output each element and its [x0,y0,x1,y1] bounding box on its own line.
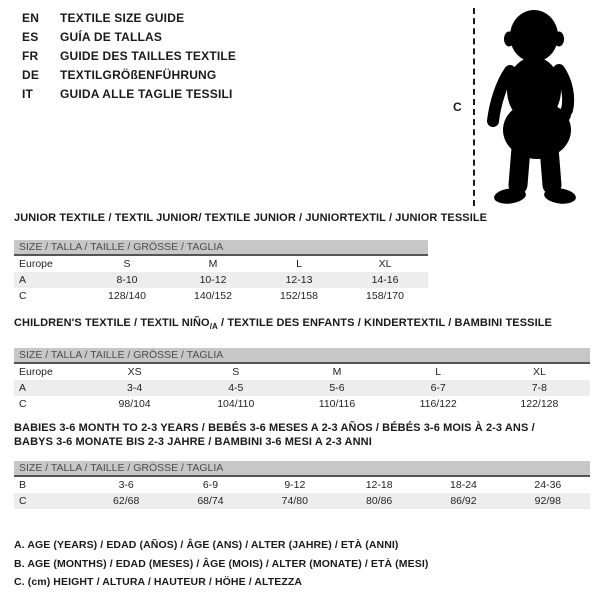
size-cell: XL [532,365,546,378]
age-cell: 10-12 [199,273,227,286]
section-title [14,422,590,449]
table-row [14,288,428,304]
height-cell: 116/122 [419,397,457,410]
title-part: / TEXTILE DES ENFANTS / KINDERTEXTIL / BAMBINI TESSILE [217,317,552,329]
title-subscript: /A [209,322,218,332]
footnote-age-months: B. AGE (MONTHS) / EDAD (MESES) / ÂGE (MOIS) / ALTER (MONATE) / ETÀ (MESI) [14,557,429,570]
row-label: Europe [19,257,53,270]
size-cell: M [208,257,218,270]
age-cell: 3-4 [127,381,143,394]
size-cell: L [296,257,302,270]
babies-textile-section [14,422,590,509]
height-cell: 158/170 [366,289,404,302]
height-cell: 80/86 [366,495,393,507]
height-cell: 104/110 [217,397,255,410]
table-row [14,364,590,380]
height-dashed-line [473,8,475,206]
language-code: FR [22,48,39,63]
height-cell: 110/116 [318,397,356,410]
title-line-1: BABIES 3-6 MONTH TO 2-3 YEARS / BEBÉS 3-6 MESES A 2-3 AÑOS / BÉBÉS 3-6 MOIS À 2-3 ANS / [14,422,535,434]
legend-footnotes [14,536,428,592]
guide-title: GUIDE DES TAILLES TEXTILE [60,48,237,63]
row-label: C [19,289,27,302]
size-header-bar: SIZE / TALLA / TAILLE / GRÖSSE / TAGLIA [14,240,428,256]
age-cell: 7-8 [531,381,547,394]
footnote-age-years: A. AGE (YEARS) / EDAD (AÑOS) / ÂGE (ANS) / ALTER (JAHRE) / ETÀ (ANNI) [14,539,399,551]
children-size-table [14,364,590,412]
age-cell: 8-10 [116,273,138,286]
size-header-bar: SIZE / TALLA / TAILLE / GRÖSSE / TAGLIA [14,461,590,477]
height-cell: 128/140 [108,289,146,302]
height-cell: 140/152 [194,289,232,302]
row-label: A [19,273,27,286]
row-label: C [19,397,27,410]
size-cell: XL [378,257,392,270]
list-item [22,65,236,84]
row-label: Europe [19,365,53,378]
height-measure-figure [440,0,600,215]
language-code: EN [22,10,40,25]
junior-textile-section [14,212,487,304]
junior-size-table [14,256,428,304]
table-row [14,396,590,412]
height-cell: 122/128 [520,397,559,410]
title-part: CHILDREN'S TEXTILE / TEXTIL NIÑO [14,317,210,329]
size-header-bar: SIZE / TALLA / TAILLE / GRÖSSE / TAGLIA [14,348,590,364]
height-cell: 98/104 [118,397,151,410]
age-cell: 12-13 [285,273,313,286]
age-cell: 14-16 [371,273,399,286]
list-item [22,84,236,103]
age-cell: 5-6 [329,381,345,394]
list-item [22,8,236,27]
section-title: JUNIOR TEXTILE / TEXTIL JUNIOR/ TEXTILE JUNIOR / JUNIORTEXTIL / JUNIOR TESSILE [14,212,488,224]
babies-size-table [14,477,590,509]
language-code: DE [22,67,40,82]
table-row [14,493,590,509]
language-title-list [22,8,236,103]
list-item [22,27,236,46]
size-cell: S [232,365,240,378]
row-label: B [19,479,27,491]
height-cell: 92/98 [534,495,561,507]
list-item [22,46,236,65]
height-cell: 62/68 [113,495,140,507]
title-line-2: BABYS 3-6 MONATE BIS 2-3 JAHRE / BAMBINI 3-6 MESI A 2-3 ANNI [14,435,372,448]
age-cell: 12-18 [365,479,393,491]
size-cell: S [123,257,131,270]
height-cell: 152/158 [280,289,318,302]
guide-title: TEXTILE SIZE GUIDE [60,10,185,25]
guide-title: GUIDA ALLE TAGLIE TESSILI [60,86,233,101]
table-row [14,256,428,272]
age-cell: 6-9 [202,479,219,491]
age-cell: 6-7 [430,381,446,394]
age-cell: 9-12 [284,479,306,491]
age-cell: 4-5 [228,381,244,394]
language-code: ES [22,29,39,44]
height-cell: 86/92 [450,495,477,507]
size-cell: XS [127,365,142,378]
age-cell: 3-6 [118,479,134,491]
table-row [14,380,590,396]
children-textile-section [14,317,590,412]
height-cell: 68/74 [197,495,224,507]
language-code: IT [22,86,34,101]
size-cell: L [435,365,442,378]
row-label: C [19,495,27,507]
age-cell: 24-36 [534,479,562,491]
footnote-height: C. (cm) HEIGHT / ALTURA / HAUTEUR / HÖHE / ALTEZZA [14,576,303,588]
table-row [14,272,428,288]
age-cell: 18-24 [450,479,477,491]
height-measure-label: C [453,100,462,114]
guide-title: GUÍA DE TALLAS [60,29,163,44]
guide-title: TEXTILGRÖßENFÜHRUNG [60,67,217,82]
height-cell: 74/80 [281,495,308,507]
row-label: A [19,381,27,394]
section-title [14,317,590,334]
toddler-silhouette-icon [482,8,592,207]
table-row [14,477,590,493]
size-cell: M [332,365,342,378]
